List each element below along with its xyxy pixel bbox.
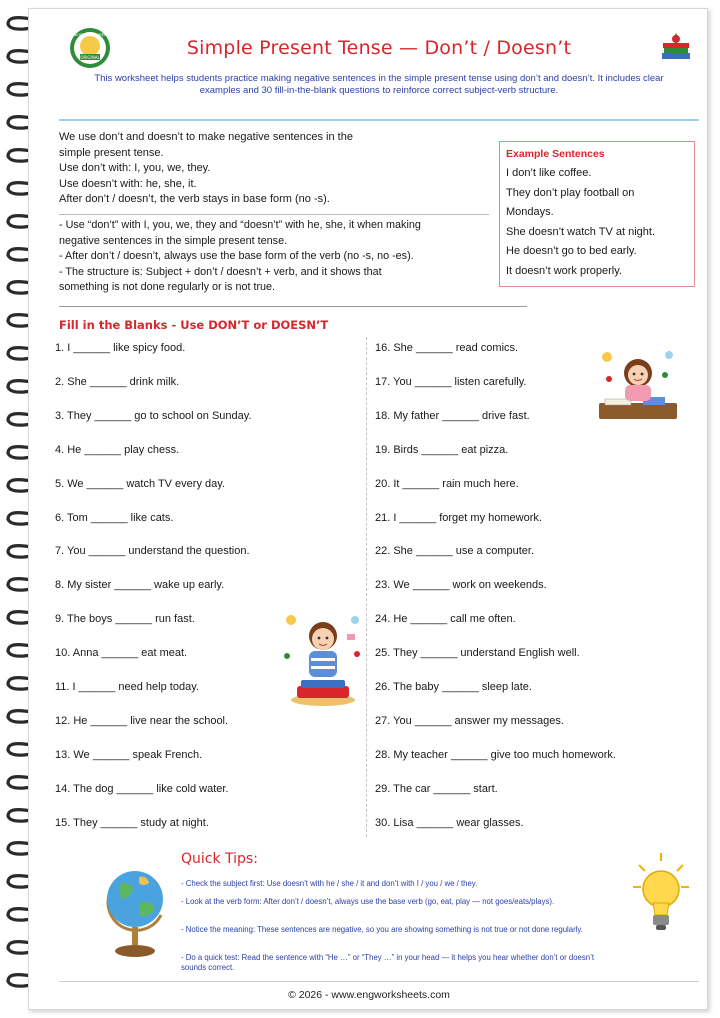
example-sentences-box [499,141,695,287]
question-item: 8. My sister ______ wake up early. [55,579,225,592]
rule-line: simple present tense. [59,146,164,159]
question-item: 7. You ______ understand the question. [55,545,250,558]
notes-block [59,218,489,296]
question-item: 21. I ______ forget my homework. [375,511,542,524]
note-line: something is not done regularly or is not true. [59,281,276,294]
logo-top-text: Engworksheets [74,32,106,37]
question-item: 15. They ______ study at night. [55,816,209,829]
globe-icon [99,855,171,959]
question-item: 10. Anna ______ eat meat. [55,647,188,660]
rule-line: After don’t / doesn’t, the verb stays in base form (no -s). [59,193,330,206]
boy-reading-illustration [277,606,367,710]
note-line: - After don’t / doesn’t, always use the base form of the verb (no -s, no -es). [59,250,414,263]
worksheet-page [28,8,708,1010]
question-item: 23. We ______ work on weekends. [375,579,547,592]
question-item: 14. The dog ______ like cold water. [55,782,229,795]
question-item: 27. You ______ answer my messages. [375,714,564,727]
question-item: 12. He ______ live near the school. [55,714,229,727]
tips-title: Quick Tips: [181,851,258,867]
question-item: 17. You ______ listen carefully. [375,375,527,388]
example-line: She doesn’t watch TV at night. [506,225,655,238]
question-item: 2. She ______ drink milk. [55,375,180,388]
tip-item: - Look at the verb form: After don’t / doesn’t, always use the base verb (go, eat, play — not goes/eats/plays). [181,897,555,906]
intro-text: This worksheet helps students practice making negative sentences in the simple present tense using don’t and doesn’t. It includes clear examples and 30 fill-in-the-blank questions to reinforce correct subject-verb structure. [94,73,664,96]
books-apple-icon [659,33,693,63]
question-item: 28. My teacher ______ give too much homework. [375,748,616,761]
question-item: 20. It ______ rain much here. [375,477,519,490]
question-item: 11. I ______ need help today. [55,681,199,693]
rule-line: Use don’t with: I, you, we, they. [59,162,211,175]
tip-item: - Check the subject first: Use doesn’t with he / she / it and don’t with I / you / we / they. [181,879,478,888]
logo-badge-icon [69,27,111,69]
question-item: 26. The baby ______ sleep late. [375,681,532,693]
tip-item: - Notice the meaning: These sentences are negative, so you are showing something is not true or not done regularly. [181,925,583,934]
note-line: - The structure is: Subject + don’t / doesn’t + verb, and it shows that [59,265,382,278]
rules-block [59,130,489,208]
logo-bottom-text: ORIGINAL [80,55,100,60]
notes-divider [59,306,527,307]
question-item: 5. We ______ watch TV every day. [55,477,225,490]
example-line: I don’t like coffee. [506,167,592,179]
rule-line: Use doesn’t with: he, she, it. [59,177,197,190]
column-divider [366,337,367,837]
question-item: 13. We ______ speak French. [55,748,203,761]
example-line: He doesn’t go to bed early. [506,245,637,257]
page-title: Simple Present Tense — Don’t / Doesn’t [186,37,572,59]
footer-credit: © 2026 - www.engworksheets.com [288,989,450,1001]
example-line: It doesn’t work properly. [506,264,622,277]
note-line: - Use “don’t” with I, you, we, they and “doesn’t” with he, she, it when making [59,219,421,231]
question-item: 29. The car ______ start. [375,782,498,795]
tip-item: - Do a quick test: Read the sentence with “He …” or “They …” in your head — it helps you hear whether don’t or doesn’t sounds correct. [181,953,595,972]
question-item: 16. She ______ read comics. [375,342,519,354]
example-line: Mondays. [506,206,554,218]
question-item: 30. Lisa ______ wear glasses. [375,816,524,829]
question-item: 19. Birds ______ eat pizza. [375,443,509,456]
question-item: 18. My father ______ drive fast. [375,409,530,422]
intro-divider [59,119,699,121]
quick-tips-section [59,841,699,981]
rule-line: We use don’t and doesn’t to make negative sentences in the [59,131,353,143]
question-item: 25. They ______ understand English well. [375,647,580,660]
example-line: They don’t play football on [506,186,635,199]
girl-studying-illustration [595,345,681,425]
footer-divider [59,981,699,982]
rules-divider [59,214,489,215]
question-item: 24. He ______ call me often. [375,613,516,626]
question-item: 3. They ______ go to school on Sunday. [55,409,252,422]
light-bulb-icon [631,851,691,941]
question-item: 6. Tom ______ like cats. [55,511,174,524]
question-item: 22. She ______ use a computer. [375,545,535,558]
question-item: 1. I ______ like spicy food. [55,342,186,354]
question-item: 4. He ______ play chess. [55,443,180,456]
example-title: Example Sentences [506,148,605,160]
question-item: 9. The boys ______ run fast. [55,613,195,626]
exercise-heading: Fill in the Blanks - Use DON’T or DOESN’T [59,318,329,332]
note-line: negative sentences in the simple present tense. [59,234,288,247]
